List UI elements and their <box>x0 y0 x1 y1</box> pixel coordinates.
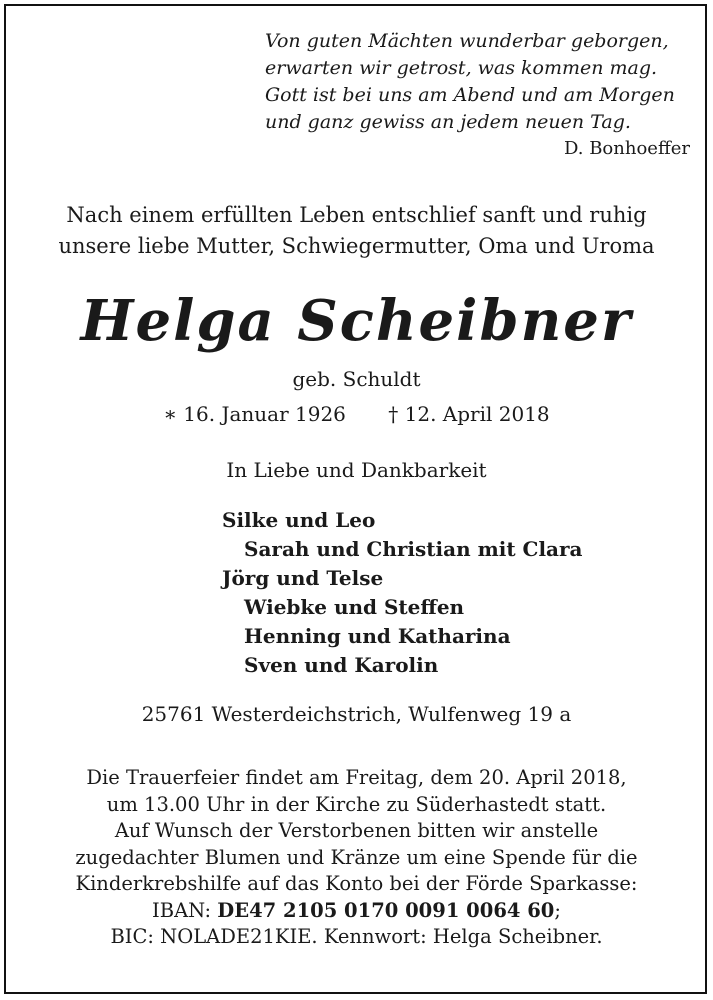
maiden-name: geb. Schuldt <box>292 367 421 391</box>
service-line: um 13.00 Uhr in der Kirche zu Süderhastedt statt. <box>106 792 607 816</box>
family-member: Sven und Karolin <box>244 653 439 677</box>
quote-line: Gott ist bei uns am Abend und am Morgen <box>265 84 675 106</box>
quote-author: D. Bonhoeffer <box>563 138 690 159</box>
life-dates <box>0 402 713 426</box>
family-member: Silke und Leo <box>222 508 376 532</box>
family-member: Henning und Katharina <box>244 624 511 648</box>
service-line: Auf Wunsch der Verstorbenen bitten wir anstelle <box>114 819 599 842</box>
service-line: Kinderkrebshilfe auf das Konto bei der Förde Sparkasse: <box>75 872 638 895</box>
service-info <box>10 765 703 951</box>
gratitude-line: In Liebe und Dankbarkeit <box>226 458 487 482</box>
intro-line: Nach einem erfüllten Leben entschlief sanft und ruhig <box>66 203 647 227</box>
bonhoeffer-quote <box>265 28 695 136</box>
intro-text <box>20 200 693 262</box>
service-line: Die Trauerfeier findet am Freitag, dem 20. April 2018, <box>86 766 627 789</box>
service-line: zugedachter Blumen und Kränze um eine Spende für die <box>75 845 638 869</box>
address: 25761 Westerdeichstrich, Wulfenweg 19 a <box>141 702 572 726</box>
family-list <box>222 506 682 680</box>
death-date: † 12. April 2018 <box>388 402 550 426</box>
bic-line: BIC: NOLADE21KIE. Kennwort: Helga Scheibner. <box>110 925 603 948</box>
birth-date: ∗ 16. Januar 1926 <box>163 402 346 426</box>
family-member: Jörg und Telse <box>222 566 384 590</box>
iban-label: IBAN: <box>152 898 218 922</box>
iban-line <box>10 898 703 925</box>
family-member: Sarah und Christian mit Clara <box>244 537 583 561</box>
iban-number: DE47 2105 0170 0091 0064 60 <box>217 898 555 922</box>
deceased-name: Helga Scheibner <box>80 288 633 354</box>
iban-suffix: ; <box>554 898 561 922</box>
quote-line: erwarten wir getrost, was kommen mag. <box>265 57 658 79</box>
intro-line: unsere liebe Mutter, Schwiegermutter, Oma und Uroma <box>58 234 655 258</box>
quote-line: Von guten Mächten wunderbar geborgen, <box>265 30 669 52</box>
quote-line: und ganz gewiss an jedem neuen Tag. <box>265 111 631 133</box>
family-member: Wiebke und Steffen <box>244 595 465 619</box>
